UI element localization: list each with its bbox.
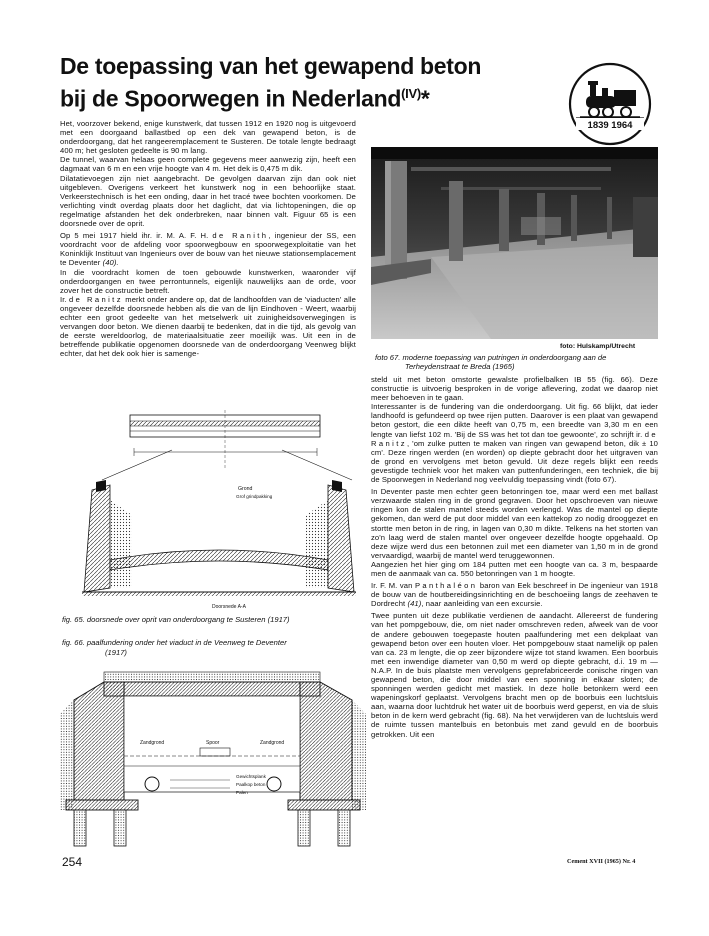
drawing-label: Spoor	[206, 740, 220, 746]
pile-foundation-drawing	[60, 660, 366, 852]
drawing-label: Zandgrond	[260, 740, 285, 746]
paragraph-text: Op 5 mei 1917 hield ihr. ir. M. A. F. H.	[60, 231, 213, 241]
paragraph	[371, 611, 658, 738]
paragraph	[371, 487, 658, 578]
paragraph-text: steld uit met beton omstorte gewalste profielbalken IB 55 (fig. 66). Deze constructie is uitvoerig besproken in de vorige aflevering, zodat we daarop niet meer behoeven in te gaan.	[371, 375, 658, 403]
tunnel-photo	[371, 147, 658, 339]
drawing-label: Grond	[238, 486, 253, 492]
caption-text: doorsnede over oprit van onderdoorgang te Susteren (1917)	[84, 615, 290, 624]
paragraph-text: In die voordracht komen de toen gebouwde kunstwerken, waaronder vijf onderdoorgangen en twee perrontunnels, eigenlijk nauwelijks aan de orde, voor zover het de constructie betreft.	[60, 267, 356, 295]
caption-text: (1917)	[105, 647, 127, 657]
person-name: de Ranitz	[69, 294, 123, 304]
drawing-label: Palen	[236, 790, 248, 795]
paragraph-text: , ingenieur der SS, een voordracht voor de afdeling voor spoorwegbouw en spoorwegexploitatie van het Koninklijk Instituut van Ingenieurs over de bouw van het nieuwe stationsemplacement te Deventer	[60, 231, 356, 268]
person-name: de Ranith	[212, 231, 269, 241]
caption-text: Terheydenstraat te Breda (1965)	[405, 362, 515, 371]
drawing-label: Grof grindpakking	[236, 494, 273, 499]
paragraph	[371, 581, 658, 608]
reference: (41)	[407, 599, 422, 609]
paragraph-text: Dilatatievoegen zijn niet aangebracht. De gevolgen daarvan zijn dan ook niet uitgebleven. Overigens verkeert het kunstwerk nog in een behoorlijke staat. Verkeerstechnisch is het een onding, daar in het tracé twee bochten voorkomen. De verlichting vindt overdag plaats door het daglicht, dat via lichtopeningen, die op regelmatige afstanden het dek onderbreken, naar binnen valt. Figuur 65 is een doorsnede over de oprit.	[60, 173, 356, 229]
person-name: Panthaléon	[414, 581, 478, 591]
ramp-section-drawing	[62, 410, 358, 615]
caption-text: paalfundering onder het viaduct in de Veenweg te Deventer	[84, 638, 287, 647]
paragraph	[60, 119, 356, 228]
logo-years: 1839 1964	[587, 120, 633, 131]
article-title	[60, 52, 540, 113]
drawing-label: Gewichtsplank	[236, 774, 266, 779]
journal-reference: Cement XVII (1965) Nr. 4	[567, 858, 636, 865]
photo-caption	[375, 353, 660, 371]
reference: (40).	[102, 258, 119, 268]
paragraph	[371, 375, 658, 484]
paragraph-text: merkt onder andere op, dat de landhoofden van de 'viaducten' alle ongeveer dezelfde doorsnede hebben als die van de lijn Eindhoven - Weert, waarbij echter een groot gedeelte van het metselwerk uit zuinigheidsoverwegingen is vervangen door beton. We dienen daarbij te bedenken, dat in die tijd, als gevolg van de eerste wereldoorlog, de materiaalsituatie zeer moeilijk was. Uit een in de betreffende publikatie opgenomen doorsnede van de onderdoorgang Veenweg blijkt echter, dat het dek ook hier is samenge-	[60, 294, 356, 359]
paragraph-text: , 'om zulke putten te maken van ringen van gewapend beton, dik ± 10 cm'. Deze ringen werden (en worden) op diepte gebracht door het uitgraven van de grond en vervolgens met beton gevuld. Uit deze regels blijkt een reeds gevestigde techniek voor het maken van puttenfunderingen, een techniek, die bij de Spoorwegen in Nederland nog veelvuldig toepassing vindt (foto 67).	[371, 438, 658, 485]
paragraph-text: baron van Eek beschreef in De ingenieur van 1918 de bouw van de houtbereidingsinrichting en de beschoeiing langs de zeehaven te Dordrecht	[371, 581, 658, 609]
caption-text: moderne toepassing van putringen in onderdoorgang aan de	[400, 353, 607, 362]
title-line-1: De toepassing van het gewapend beton	[60, 53, 482, 79]
paragraph-text: In Deventer paste men echter geen betonringen toe, maar werd een met ballast verzwaarde stalen ring in de grond gegraven. Door het opschroeven van nieuwe ringen kon de stalen mantel steeds worden verlengd. Was de mantel op diepte gekomen, dan werd de put door middel van een kattekop zo nodig drooggezet en stortte men beton in de ring, in lagen van 0,30 m dikte. Telkens na het storten van zo'n laag werd de stalen mantel over ongeveer dezelfde hoogte opgehaald. Op deze wijze werd dus een betonnen zuil met een diameter van 1,50 m in de grond vervaardigd, waarbij de mantel werd teruggewonnen.	[371, 487, 658, 560]
title-part-number: (IV)	[401, 86, 421, 101]
figure-66-caption	[62, 638, 352, 657]
paragraph-text: , naar aanleiding van een excursie.	[421, 599, 543, 609]
caption-number: fig. 66.	[62, 638, 85, 647]
paragraph-text: Het, voorzover bekend, enige kunstwerk, dat tussen 1912 en 1920 nog is uitgevoerd met een doorgaand ballastbed op een dek van gewapend beton, is de onderdoorgang, dat het rangeeremplacement te Susteren. De totale lengte bedraagt 400 m; het gesloten gedeelte is 90 m lang.	[60, 119, 356, 156]
paragraph-text: De tunnel, waarvan helaas geen complete gegevens meer aanwezig zijn, heeft een dagmaat van 6 m en een vrije hoogte van 4 m. Het dek is 0,475 m dik.	[60, 155, 356, 174]
title-line-2: bij de Spoorwegen in Nederland	[60, 85, 402, 112]
page-number: 254	[62, 855, 83, 869]
drawing-label: Doorsnede A-A	[212, 604, 246, 610]
caption-number: foto 67.	[375, 353, 401, 362]
jubilee-locomotive-logo	[566, 60, 654, 148]
paragraph-text: Ir.	[60, 294, 70, 304]
left-column-text	[60, 119, 356, 361]
paragraph-text: Ir. F. M. van	[371, 581, 415, 591]
drawing-label: Paalkop beton	[236, 782, 266, 787]
caption-number: fig. 65.	[62, 615, 85, 624]
paragraph-text: Interessanter is de fundering van die onderdoorgang. Uit fig. 66 blijkt, dat ieder landhoofd is gefundeerd op twee rijen putten. Daarover is een plaat van gewapend beton gestort, die een dikte heeft van 0,75 m, een breedte van 3,30 m en een lengte van liefst 102 m. 'Bij de SS was het tot dan toe gewoonte', zo schrijft ir.	[371, 402, 658, 439]
figure-65-caption	[62, 615, 290, 624]
paragraph-text: Twee punten uit deze publikatie verdienen de aandacht. Allereerst de fundering van het pompgebouw, die, om niet nader omschreven reden, afweek van de voor de andere gebouwen toegepaste houten paalfundering met een dekplaat van gewapend beton over een houten vloer. Het pompgebouw staat namelijk op palen van ca. 23 m lengte, die op zeer bijzondere wijze tot stand kwamen. Een boorbuis met een inwendige diameter van 0,50 m werd op diepte gebracht, d.i. 19 m —N.A.P. In de buis plaatste men vervolgens geprefabriceerde conische ringen van gewapend beton, die door middel van een sponning in elkaar sloten; de sponningen werden gedicht met mastiek. In deze holle betonkern werd een wapeningskorf geplaatst. Vervolgens bracht men op de boorbuis een luchtsluis aan, waarna door luchtdruk het water uit de boorbuis werd geperst, en via de sluis beton in de kern werd gebracht (fig. 68). Na het verwijderen van de luchtsluis werd de ruimte tussen mantelbuis en betonbuis met zand gevuld en de boorbuis getrokken. Uit een	[371, 611, 658, 739]
drawing-label: Zandgrond	[140, 740, 165, 746]
photo-credit: foto: Hulskamp/Utrecht	[560, 343, 636, 350]
title-footnote-star: *	[420, 85, 430, 112]
paragraph	[60, 231, 356, 358]
person-name: de Ranitz	[371, 429, 658, 448]
right-column-text	[371, 375, 658, 742]
paragraph-text: Aangezien het hier ging om 184 putten met een hoogte van ca. 3 m, bespaarde men de aanmaak van ca. 550 betonringen van 1 m hoogte.	[371, 559, 658, 578]
